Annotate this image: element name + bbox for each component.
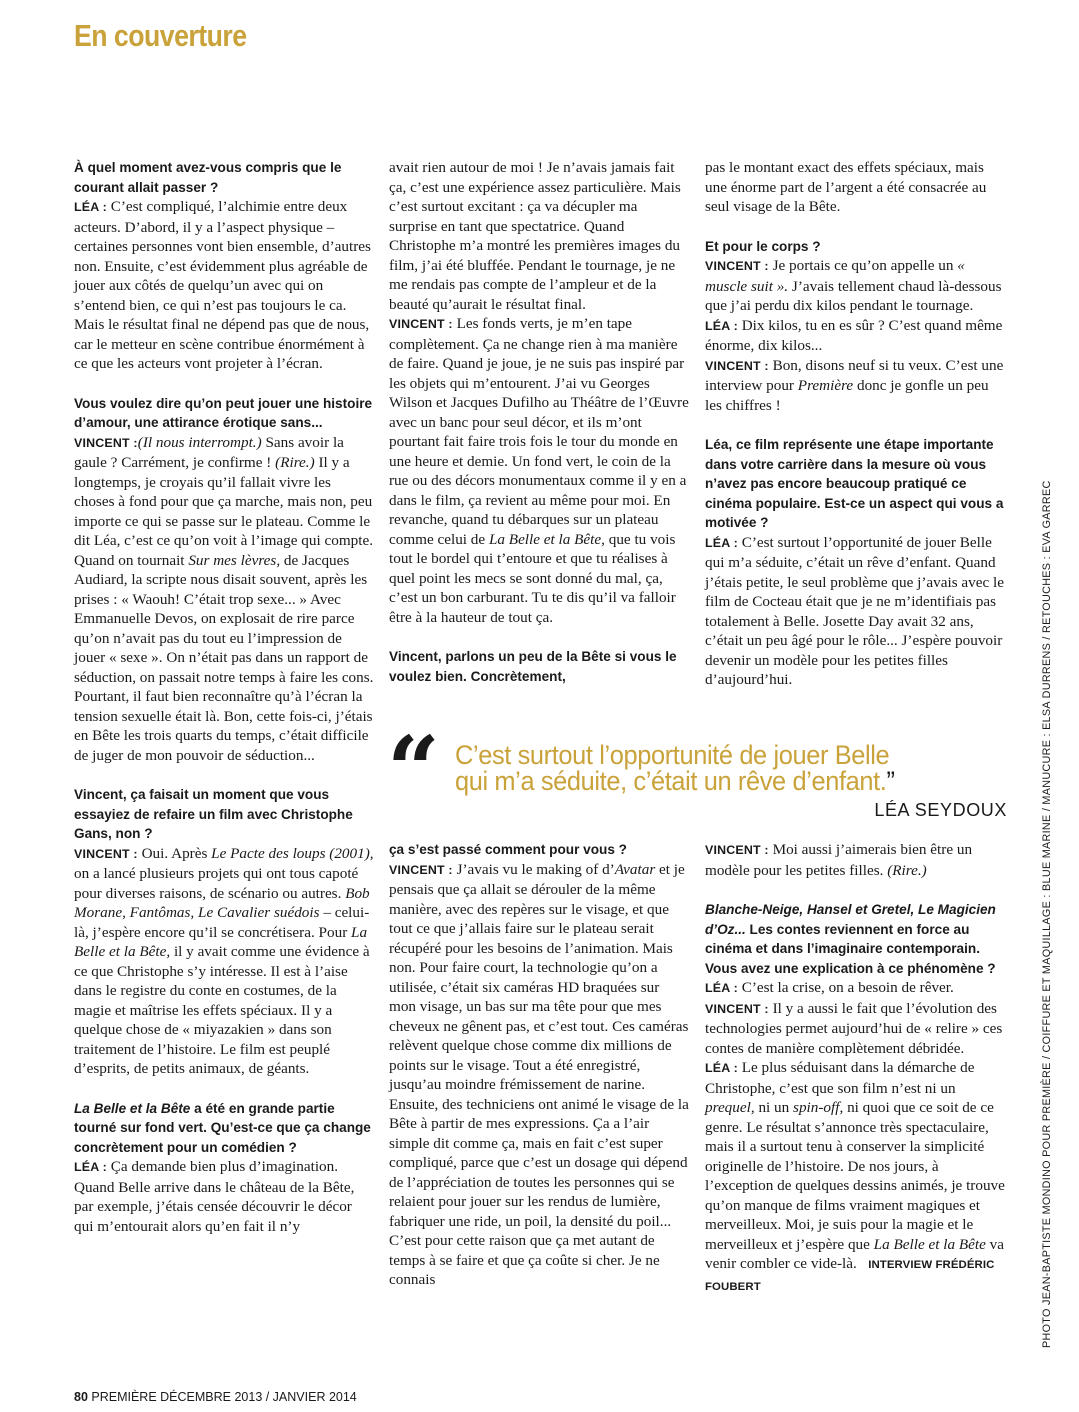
answer: VINCENT : Moi aussi j’aimerais bien être un modèle pour les petites filles. (Rire.) — [705, 841, 973, 879]
column-3-lower — [705, 840, 1005, 1297]
answer: VINCENT : Bon, disons neuf si tu veux. C’est une interview pour Première donc je gonfle un peu les chiffres ! — [705, 356, 1004, 414]
interview-signoff: INTERVIEW FRÉDÉRIC FOUBERT — [705, 1259, 995, 1293]
publication-issue: PREMIÈRE DÉCEMBRE 2013 / JANVIER 2014 — [87, 1390, 357, 1404]
pull-quote — [387, 716, 1009, 828]
speaker-label: LÉA : — [705, 318, 738, 333]
page-footer — [74, 1390, 357, 1404]
column-2 — [389, 158, 689, 686]
page-number: 80 — [74, 1390, 88, 1404]
column-3 — [705, 158, 1005, 690]
question: À quel moment avez-vous compris que le courant allait passer ? — [74, 160, 342, 195]
answer: VINCENT : Je portais ce qu’on appelle un « muscle suit ». J’avais tellement chaud là-dessous que j’ai perdu dix kilos pendant le tournage. — [705, 257, 1002, 314]
speaker-label: VINCENT : — [74, 435, 138, 450]
speaker-label: LÉA : — [705, 535, 738, 550]
answer: LÉA : C’est compliqué, l’alchimie entre deux acteurs. D’abord, il y a l’aspect physique – certaines personnes vont bien ensemble, d’autres non. Ensuite, c’est évidemment plus agréable de jouer aux côtés de quelqu’un avec qui on s’entend bien, ce qui n’est pas toujours le ca. Mais le résultat final ne dépend pas que de nous, car le metteur en scène contribue énormément à ce que les acteurs vont projeter à l’écran. — [74, 198, 371, 372]
question: Vincent, ça faisait un moment que vous essayiez de refaire un film avec Christophe Gans, non ? — [74, 787, 353, 841]
answer: VINCENT :(Il nous interrompt.) Sans avoir la gaule ? Carrément, je confirme ! (Rire.) Il y a longtemps, je croyais qu’il fallait vivre les choses à fond pour que ça marche, mais non, peu importe ce qui se passe sur le plateau. Comme le dit Léa, c’est ce qu’on voit à l’image qui compte. Quand on tournait Sur mes lèvres, de Jacques Audiard, la scripte nous disait souvent, après les prises : « Waouh! C’était trop sexe... » Avec Emmanuelle Devos, on explosait de rire parce qu’on n’avait pas du tout eu l’impression de jouer « sexe ». On n’était pas dans un rapport de séduction, on passait notre temps à faire les cons. Pourtant, il faut bien reconnaître qu’à l’écran la tension sexuelle était là. Bon, cette fois-ci, j’étais en Bête les trois quarts du temps, c’était difficile de juger de mon pouvoir de séduction... — [74, 433, 374, 764]
speaker-label: VINCENT : — [389, 317, 453, 331]
answer: LÉA : Ça demande bien plus d’imagination. Quand Belle arrive dans le château de la Bête, par exemple, j’étais censée découvrir le décor qui m’entourait alors qu’en fait il n’y — [74, 1158, 355, 1235]
answer: LÉA : C’est la crise, on a besoin de rêver. — [705, 979, 954, 996]
question: ça s’est passé comment pour vous ? — [389, 842, 627, 857]
closing-quote-icon: ” — [886, 766, 895, 796]
question: La Belle et la Bête a été en grande partie tourné sur fond vert. Qu’est-ce que ça change concrètement pour un comédien ? — [74, 1100, 371, 1155]
question: Vous voulez dire qu’on peut jouer une histoire d’amour, une attirance érotique sans... — [74, 395, 373, 430]
photo-credit: PHOTO JEAN-BAPTISTE MONDINO POUR PREMIÈRE / COIFFURE ET MAQUILLAGE : BLUE MARINE / MANUCURE : ELSA DURRENS / RETOUCHES : EVA GARREC — [1041, 480, 1053, 1348]
answer: pas le montant exact des effets spéciaux, mais une énorme part de l’argent a été consacrée au seul visage de la Bête. — [705, 159, 987, 215]
speaker-label: LÉA : — [705, 1061, 738, 1075]
answer: avait rien autour de moi ! Je n’avais jamais fait ça, c’est une expérience assez particulière. Mais c’est surtout excitant : ça va décupler ma surprise en tant que spectatrice. Quand Christophe m’a montré les premières images du film, j’ai été bluffée. Pendant le tournage, je ne me rendais pas compte de l’ampleur et de la beauté qu’aurait le résultat final. — [389, 159, 681, 313]
section-title: En couverture — [74, 18, 247, 53]
column-1 — [74, 158, 374, 1236]
speaker-label: LÉA : — [74, 1160, 107, 1174]
question: Léa, ce film représente une étape importante dans votre carrière dans la mesure où vous n’avez pas encore beaucoup pratiqué ce cinéma populaire. Est-ce un aspect qui vous a motivée ? — [705, 437, 1004, 530]
pull-quote-text: C’est surtout l’opportunité de jouer Belle qui m’a séduite, c’était un rêve d’enfant.” — [455, 740, 895, 796]
quote-marks-icon: “ — [387, 716, 440, 824]
speaker-label: LÉA : — [705, 981, 738, 995]
question: Blanche-Neige, Hansel et Gretel, Le Magicien d’Oz... Les contes reviennent en force au cinéma et dans l’imaginaire contemporain. Vous avez une explication à ce phénomène ? — [705, 902, 996, 976]
speaker-label: VINCENT : — [705, 843, 769, 857]
column-2-lower — [389, 840, 689, 1290]
question: Et pour le corps ? — [705, 238, 821, 254]
speaker-label: VINCENT : — [705, 1001, 769, 1016]
speaker-label: VINCENT : — [705, 259, 769, 273]
speaker-label: VINCENT : — [705, 358, 769, 373]
answer: VINCENT : Il y a aussi le fait que l’évolution des technologies permet aujourd’hui de « relire » ces contes de manière complètement débridée. — [705, 999, 1003, 1057]
speaker-label: VINCENT : — [389, 862, 453, 877]
answer: VINCENT : Les fonds verts, je m’en tape complètement. Ça ne change rien à ma manière de faire. Quand je joue, je ne suis pas inspiré par les objets qui m’entourent. J’ai vu Georges Wilson et Jacques Dufilho au Théâtre de l’Œuvre avec un banc pour seul décor, et ils m’ont pourtant fait faire trois fois le tour du monde en une heure et demie. Un fond vert, le coin de la rue ou des décors monumentaux comme il y en a dans le film, ça revient au même pour moi. En revanche, quand tu débarques sur un plateau comme celui de La Belle et la Bête, que tu vois tout le bordel qui t’entoure et que tu réalises à quel point les mecs se sont donné du mal, ça, c’est un bon carburant. Tu te dis qu’il va falloir être à la hauteur de tout ça. — [389, 315, 689, 626]
answer: LÉA : Le plus séduisant dans la démarche de Christophe, c’est que son film n’est ni un prequel, ni un spin-off, ni quoi que ce soit de ce genre. Le résultat s’annonce très spectaculaire, mais il a surtout tenu à conserver la simplicité originelle de l’histoire. De nos jours, à l’exception de quelques dessins animés, je trouve qu’on manque de films vraiment magiques et merveilleux. Moi, je suis pour la magie et le merveilleux et j’espère que La Belle et la Bête va venir combler ce vide-là. INTERVIEW FRÉDÉRIC FOUBERT — [705, 1059, 1005, 1293]
answer: LÉA : C’est surtout l’opportunité de jouer Belle qui m’a séduite, c’était un rêve d’enfant. Quand j’étais petite, le seul problème que j’avais avec le film de Cocteau était que je ne m’identifiais pas totalement à Belle. Josette Day avait 32 ans, c’était un peu âgé pour le rôle... J’espère pouvoir devenir un modèle pour les petites filles d’aujourd’hui. — [705, 533, 1004, 688]
answer: VINCENT : J’avais vu le making of d’Avatar et je pensais que ça allait se dérouler de la même manière, avec des repères sur le visage, et que tout ce que j’allais faire sur le plateau serait récupéré pour les besoins de l’animation. Mais non. Pour faire court, la technologie qu’on a utilisée, c’était six caméras HD braquées sur mon visage, un bas sur ma tête pour que mes cheveux ne gênent pas, et c’est tout. Ces caméras relèvent quelque chose comme dix millions de points sur le visage. Tout a été enregistré, jusqu’au moindre frémissement de narine. Ensuite, des techniciens ont animé le visage de la Bête à partir de mes expressions. Ça a l’air simple dit comme ça, mais en fait c’est super compliqué, parce que c’est un dosage qui dépend de l’appréciation de toutes les personnes qui se relaient pour jouer sur les rendus de lumière, fabriquer une ride, un poil, la densité du poil... C’est pour cette raison que ça met autant de temps à se faire et que ça coûte si cher. Je ne connais — [389, 860, 689, 1288]
pull-quote-author: LÉA SEYDOUX — [874, 800, 1007, 820]
answer: LÉA : Dix kilos, tu en es sûr ? C’est quand même énorme, dix kilos... — [705, 316, 1003, 354]
answer: VINCENT : Oui. Après Le Pacte des loups (2001), on a lancé plusieurs projets qui ont tous capoté pour diverses raisons, de scénario ou autres. Bob Morane, Fantômas, Le Cavalier suédois – celui-là, j’espère encore qu’il se concrétisera. Pour La Belle et la Bête, il y avait comme une évidence à ce que Christophe s’y intéresse. Il est à l’aise dans le registre du conte en costumes, de la magie et maîtrise les effets spéciaux. Il y a quelque chose de « miyazakien » dans son traitement de l’histoire. Le film est peuplé d’esprits, de petits animaux, de géants. — [74, 844, 374, 1077]
speaker-label: LÉA : — [74, 200, 107, 214]
speaker-label: VINCENT : — [74, 846, 138, 861]
question: Vincent, parlons un peu de la Bête si vous le voulez bien. Concrètement, — [389, 649, 677, 684]
